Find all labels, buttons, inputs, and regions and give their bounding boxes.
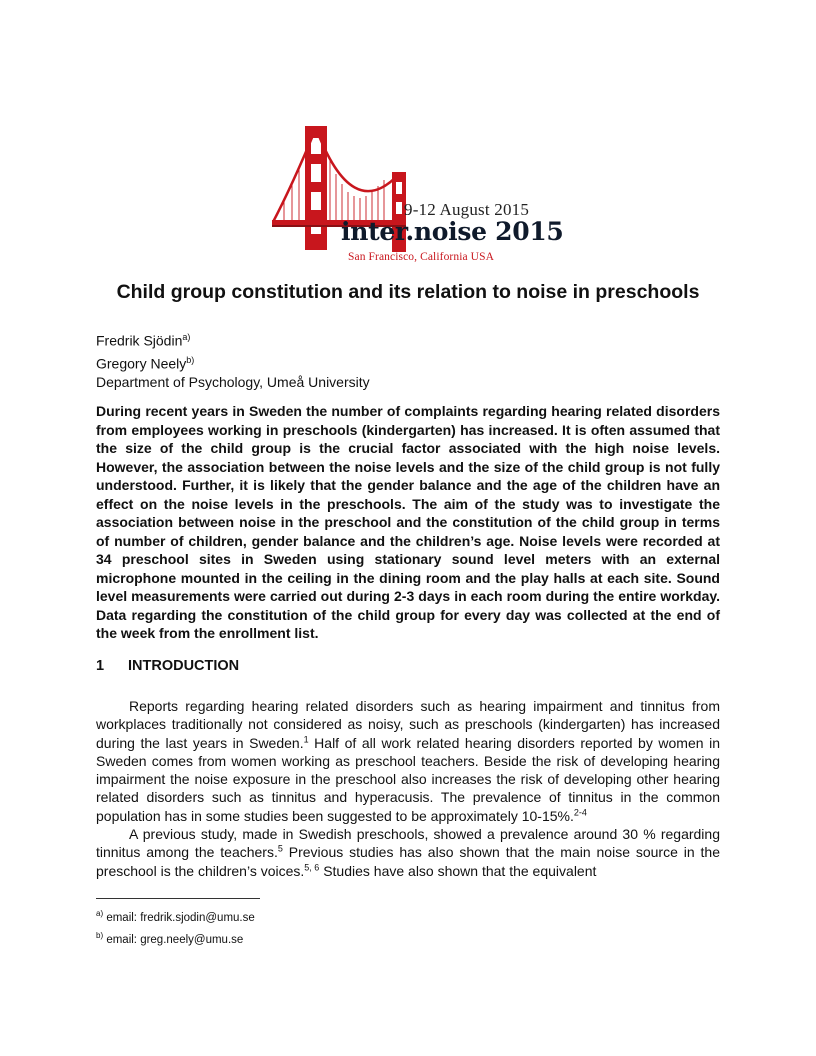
- footnote-mark: b): [96, 930, 104, 940]
- text-run: A previous study, made in Swedish preschools, showed a prevalence around 30 % regarding tinnitus among the teachers.: [96, 826, 720, 861]
- text-run: Reports regarding hearing related disorders such as hearing impairment and tinnitus from workplaces traditionally not considered as noisy, such as preschools (kindergarten) has increased during the last years in Sweden.: [96, 698, 720, 751]
- paragraph: [96, 825, 720, 880]
- footnotes: [96, 905, 255, 949]
- author-line: [96, 328, 370, 351]
- bridge-cable: [272, 128, 399, 224]
- footnote-mark: a): [96, 909, 104, 918]
- section-title: INTRODUCTION: [128, 658, 240, 674]
- text-run: Half of all work related hearing disorders reported by women in Sweden comes from women working as preschool teachers. Beside the risk of developing hearing impairment the noise exposure in the preschool also increases the risk of developing other hearing related disorders such as tinnitus and hyperacusis. The prevalence of tinnitus in the common population has in some studies been suggested to be approximately 10-15%.: [96, 734, 720, 824]
- abstract: During recent years in Sweden the number of complaints regarding hearing related disorders from employees working in preschools (kindergarten) has increased. It is often assumed that the size of the child group is the crucial factor associated with the high noise levels. However, the association between the noise levels and the size of the child group is not fully understood. Further, it is likely that the gender balance and the age of the children have an effect on the noise levels in the preschools. The aim of the study was to investigate the association between noise in the preschool and the constitution of the child group in terms of number of children, gender balance and the children’s age. Noise levels were recorded at 34 preschool sites in Sweden using stationary sound level meters with an external microphone mounted in the ceiling in the dining room and the play halls at each site. Sound level measurements were carried out during 2-3 days in each room during the entire workday. Data regarding the constitution of the child group for every day was collected at the end of the week from the enrollment list.: [96, 403, 720, 641]
- conference-brand: inter.noise 2015: [341, 217, 564, 246]
- author-line: [96, 351, 370, 374]
- footnote: [96, 927, 255, 949]
- affiliation: Department of Psychology, Umeå University: [96, 374, 370, 391]
- author-name: Fredrik Sjödin: [96, 332, 183, 349]
- citation: 1: [303, 733, 309, 744]
- citation: 2-4: [573, 807, 587, 818]
- footnote: [96, 905, 255, 927]
- author-mark: a): [182, 332, 191, 342]
- conference-dates: 9-12 August 2015: [404, 200, 530, 219]
- text-run: Previous studies has also shown that the main noise source in the preschool is the children’s voices.: [96, 844, 720, 879]
- citation: 5: [277, 843, 283, 854]
- footnote-email: email: fredrik.sjodin@umu.se: [103, 911, 255, 924]
- footnote-email: email: greg.neely@umu.se: [103, 933, 244, 946]
- section-number: 1: [96, 658, 105, 674]
- conference-location: San Francisco, California USA: [348, 251, 494, 263]
- paper-title: Child group constitution and its relation to noise in preschools: [116, 281, 700, 303]
- citation: 5, 6: [304, 862, 320, 873]
- introduction-body: [96, 697, 720, 880]
- footnote-divider: [96, 898, 260, 899]
- section-heading: [96, 658, 239, 674]
- author-mark: b): [186, 354, 195, 365]
- author-name: Gregory Neely: [96, 355, 187, 372]
- author-block: [96, 328, 370, 392]
- text-run: Studies have also shown that the equivalent: [319, 862, 597, 879]
- paragraph: [96, 697, 720, 825]
